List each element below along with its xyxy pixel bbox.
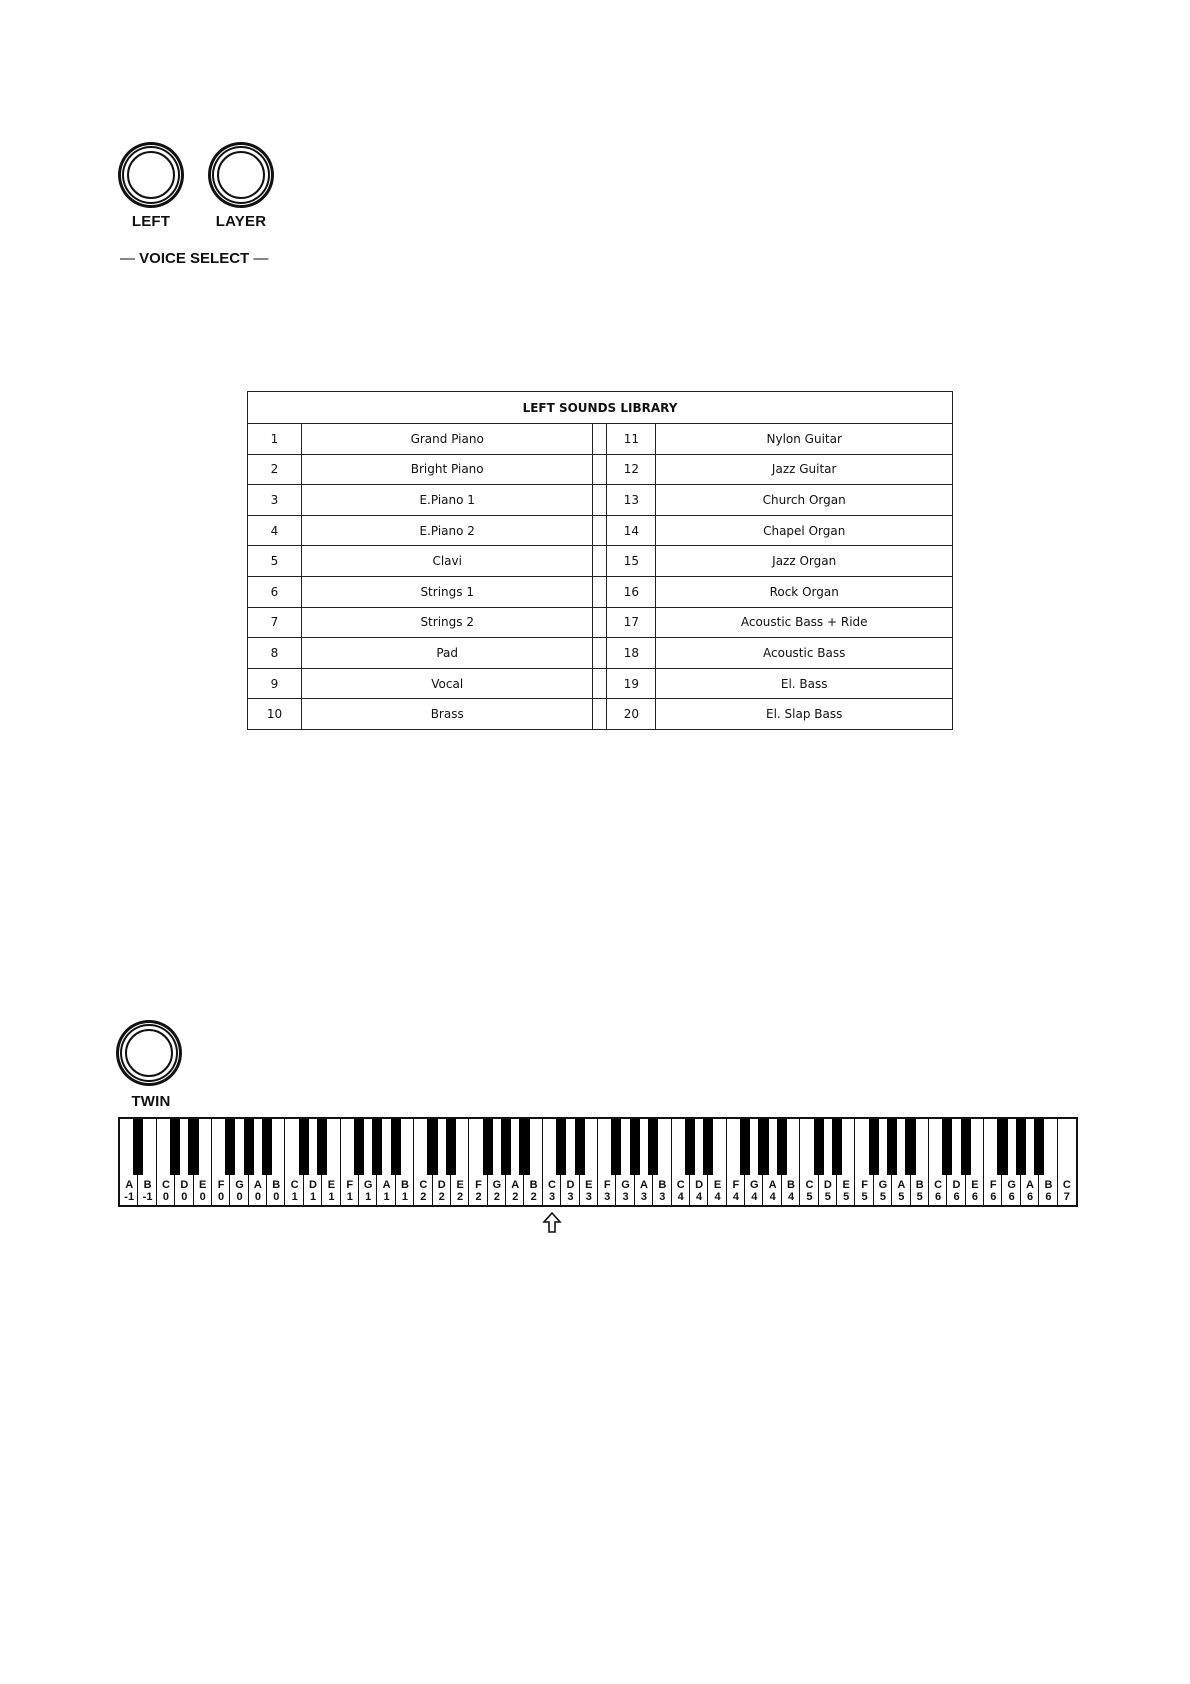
key-label: [286, 1179, 304, 1203]
black-key[interactable]: [188, 1119, 198, 1175]
key-label: [561, 1179, 579, 1203]
voice-name-cell: Rock Organ: [656, 576, 953, 607]
table-row: [248, 638, 953, 669]
key-note: E: [456, 1179, 464, 1191]
key-label: [911, 1179, 929, 1203]
table-row: [248, 546, 953, 577]
key-label: [470, 1179, 488, 1203]
key-octave: 3: [659, 1191, 666, 1203]
key-label: [433, 1179, 451, 1203]
key-label: [304, 1179, 322, 1203]
key-note: D: [180, 1179, 189, 1191]
key-octave: 6: [1026, 1191, 1034, 1203]
key-label: [157, 1179, 175, 1203]
key-note: D: [309, 1179, 317, 1191]
key-note: C: [290, 1179, 299, 1191]
spacer-cell: [593, 515, 607, 546]
black-key[interactable]: [685, 1119, 695, 1175]
key-note: F: [475, 1179, 482, 1191]
key-note: C: [419, 1179, 428, 1191]
voice-name-cell: Bright Piano: [301, 454, 593, 485]
black-key[interactable]: [299, 1119, 309, 1175]
key-label: [120, 1179, 138, 1203]
key-octave: 5: [898, 1191, 905, 1203]
black-key[interactable]: [244, 1119, 254, 1175]
key-label: [139, 1179, 157, 1203]
key-note: F: [217, 1179, 225, 1191]
key-label: [1039, 1179, 1057, 1203]
voice-name-cell: El. Bass: [656, 668, 953, 699]
key-octave: 5: [843, 1191, 850, 1203]
key-note: G: [363, 1179, 373, 1191]
key-octave: 5: [916, 1191, 923, 1203]
twin-label: TWIN: [131, 1093, 171, 1110]
key-label: [175, 1179, 193, 1203]
key-note: D: [566, 1179, 575, 1191]
key-note: G: [621, 1179, 630, 1191]
key-octave: 2: [475, 1191, 482, 1203]
key-note: F: [732, 1179, 740, 1191]
key-note: A: [639, 1179, 648, 1191]
key-note: B: [915, 1179, 924, 1191]
key-note: G: [492, 1179, 502, 1191]
spacer-cell: [593, 699, 607, 730]
black-key[interactable]: [758, 1119, 768, 1175]
spacer-cell: [593, 485, 607, 516]
key-octave: 4: [769, 1191, 776, 1203]
black-key[interactable]: [740, 1119, 750, 1175]
key-octave: 0: [273, 1191, 280, 1203]
key-note: A: [897, 1179, 906, 1191]
key-octave: 1: [401, 1191, 409, 1203]
layer-voice-button[interactable]: [214, 148, 268, 202]
key-label: [598, 1179, 616, 1203]
black-key[interactable]: [832, 1119, 842, 1175]
key-note: B: [658, 1179, 667, 1191]
spacer-cell: [593, 546, 607, 577]
key-note: E: [585, 1179, 593, 1191]
key-octave: 5: [806, 1191, 813, 1203]
key-label: [378, 1179, 396, 1203]
key-label: [212, 1179, 230, 1203]
key-octave: 3: [585, 1191, 592, 1203]
black-key[interactable]: [869, 1119, 879, 1175]
key-note: F: [989, 1179, 997, 1191]
voice-number-cell: 12: [607, 454, 656, 485]
key-octave: 6: [953, 1191, 960, 1203]
black-key[interactable]: [427, 1119, 437, 1175]
key-label: [635, 1179, 653, 1203]
key-octave: 2: [512, 1191, 519, 1203]
key-label: [543, 1179, 561, 1203]
key-label: [819, 1179, 837, 1203]
voice-number-cell: 19: [607, 668, 656, 699]
key-label: [1021, 1179, 1039, 1203]
black-key[interactable]: [354, 1119, 364, 1175]
key-octave: 0: [236, 1191, 243, 1203]
key-note: C: [676, 1179, 685, 1191]
key-octave: 1: [291, 1191, 298, 1203]
layer-voice-label: LAYER: [215, 213, 267, 230]
table-row: [248, 607, 953, 638]
voice-number-cell: 10: [248, 699, 302, 730]
key-label: [837, 1179, 855, 1203]
black-key[interactable]: [501, 1119, 511, 1175]
key-octave: 0: [218, 1191, 225, 1203]
key-octave: 1: [383, 1191, 390, 1203]
key-label: [929, 1179, 947, 1203]
key-note: B: [143, 1179, 152, 1191]
key-octave: 7: [1063, 1191, 1070, 1203]
key-label: [1058, 1179, 1076, 1203]
left-voice-label: LEFT: [131, 213, 171, 230]
black-key[interactable]: [170, 1119, 180, 1175]
voice-name-cell: Grand Piano: [301, 424, 593, 455]
key-note: D: [437, 1179, 446, 1191]
key-octave: -1: [124, 1191, 135, 1203]
voice-name-cell: Brass: [301, 699, 593, 730]
piano-keyboard: [118, 1117, 1078, 1207]
black-key[interactable]: [372, 1119, 382, 1175]
key-octave: 0: [254, 1191, 261, 1203]
key-label: [396, 1179, 414, 1203]
left-sounds-library-table: [247, 391, 953, 730]
voice-name-cell: El. Slap Bass: [656, 699, 953, 730]
key-label: [249, 1179, 267, 1203]
key-octave: 4: [696, 1191, 703, 1203]
black-key[interactable]: [887, 1119, 897, 1175]
spacer-cell: [593, 576, 607, 607]
voice-name-cell: Vocal: [301, 668, 593, 699]
voice-name-cell: Jazz Guitar: [656, 454, 953, 485]
voice-number-cell: 14: [607, 515, 656, 546]
key-octave: 6: [990, 1191, 997, 1203]
key-octave: 6: [1008, 1191, 1015, 1203]
spacer-cell: [593, 454, 607, 485]
key-label: [874, 1179, 892, 1203]
voice-number-cell: 18: [607, 638, 656, 669]
key-octave: 1: [346, 1191, 353, 1203]
twin-button[interactable]: [122, 1026, 176, 1080]
spacer-cell: [593, 668, 607, 699]
voice-number-cell: 15: [607, 546, 656, 577]
black-key[interactable]: [630, 1119, 640, 1175]
table-row: [248, 424, 953, 455]
key-note: E: [713, 1179, 722, 1191]
key-label: [727, 1179, 745, 1203]
voice-name-cell: E.Piano 2: [301, 515, 593, 546]
key-note: F: [603, 1179, 611, 1191]
voice-number-cell: 6: [248, 576, 302, 607]
key-label: [359, 1179, 377, 1203]
black-key[interactable]: [611, 1119, 621, 1175]
black-key[interactable]: [1034, 1119, 1044, 1175]
key-octave: 4: [787, 1191, 795, 1203]
left-voice-button[interactable]: [124, 148, 178, 202]
key-label: [414, 1179, 432, 1203]
spacer-cell: [593, 424, 607, 455]
key-octave: 5: [861, 1191, 868, 1203]
voice-number-cell: 17: [607, 607, 656, 638]
key-label: [782, 1179, 800, 1203]
black-key[interactable]: [483, 1119, 493, 1175]
key-note: G: [235, 1179, 244, 1191]
key-note: G: [749, 1179, 759, 1191]
black-key[interactable]: [1016, 1119, 1026, 1175]
spacer-cell: [593, 607, 607, 638]
key-note: B: [529, 1179, 538, 1191]
key-note: D: [952, 1179, 961, 1191]
black-key[interactable]: [317, 1119, 327, 1175]
voice-name-cell: Strings 1: [301, 576, 593, 607]
voice-name-cell: Pad: [301, 638, 593, 669]
key-note: G: [878, 1179, 888, 1191]
voice-select-caption: — VOICE SELECT —: [120, 250, 269, 267]
voice-number-cell: 1: [248, 424, 302, 455]
key-label: [800, 1179, 818, 1203]
voice-name-cell: E.Piano 1: [301, 485, 593, 516]
key-note: A: [511, 1179, 520, 1191]
key-note: A: [125, 1179, 134, 1191]
key-octave: 1: [328, 1191, 335, 1203]
black-key[interactable]: [648, 1119, 658, 1175]
key-note: G: [1007, 1179, 1016, 1191]
key-octave: 3: [604, 1191, 611, 1203]
voice-number-cell: 4: [248, 515, 302, 546]
key-note: C: [161, 1179, 170, 1191]
key-label: [488, 1179, 506, 1203]
key-octave: 2: [530, 1191, 537, 1203]
key-octave: 5: [824, 1191, 831, 1203]
key-octave: 1: [365, 1191, 372, 1203]
voice-name-cell: Acoustic Bass + Ride: [656, 607, 953, 638]
key-octave: 5: [879, 1191, 887, 1203]
key-note: A: [768, 1179, 777, 1191]
key-note: F: [346, 1179, 354, 1191]
key-label: [194, 1179, 212, 1203]
black-key[interactable]: [133, 1119, 143, 1175]
key-octave: 6: [1045, 1191, 1052, 1203]
key-label: [672, 1179, 690, 1203]
table-row: [248, 576, 953, 607]
key-octave: 4: [677, 1191, 684, 1203]
key-octave: 0: [199, 1191, 206, 1203]
black-key[interactable]: [997, 1119, 1007, 1175]
key-label: [745, 1179, 763, 1203]
voice-number-cell: 3: [248, 485, 302, 516]
key-label: [856, 1179, 874, 1203]
voice-name-cell: Acoustic Bass: [656, 638, 953, 669]
key-octave: 3: [567, 1191, 574, 1203]
black-key[interactable]: [519, 1119, 529, 1175]
black-key[interactable]: [777, 1119, 787, 1175]
key-label: [1003, 1179, 1021, 1203]
voice-number-cell: 8: [248, 638, 302, 669]
key-octave: 2: [457, 1191, 464, 1203]
voice-name-cell: Strings 2: [301, 607, 593, 638]
key-octave: 3: [640, 1191, 648, 1203]
black-key[interactable]: [575, 1119, 585, 1175]
key-label: [525, 1179, 543, 1203]
table-row: [248, 699, 953, 730]
key-octave: 3: [622, 1191, 629, 1203]
black-key[interactable]: [961, 1119, 971, 1175]
voice-number-cell: 20: [607, 699, 656, 730]
voice-number-cell: 13: [607, 485, 656, 516]
key-octave: 0: [181, 1191, 188, 1203]
key-note: E: [842, 1179, 850, 1191]
black-key[interactable]: [556, 1119, 566, 1175]
voice-name-cell: Clavi: [301, 546, 593, 577]
key-octave: 0: [162, 1191, 170, 1203]
black-key[interactable]: [225, 1119, 235, 1175]
table-row: [248, 515, 953, 546]
voice-number-cell: 9: [248, 668, 302, 699]
voice-name-cell: Church Organ: [656, 485, 953, 516]
voice-number-cell: 5: [248, 546, 302, 577]
key-label: [948, 1179, 966, 1203]
key-note: C: [805, 1179, 814, 1191]
key-label: [984, 1179, 1002, 1203]
key-label: [617, 1179, 635, 1203]
key-label: [690, 1179, 708, 1203]
key-note: C: [1062, 1179, 1071, 1191]
key-note: B: [400, 1179, 409, 1191]
key-note: D: [823, 1179, 832, 1191]
key-octave: 6: [935, 1191, 942, 1203]
key-octave: 3: [548, 1191, 556, 1203]
key-label: [506, 1179, 524, 1203]
key-octave: 6: [971, 1191, 978, 1203]
voice-name-cell: Nylon Guitar: [656, 424, 953, 455]
key-note: A: [253, 1179, 262, 1191]
black-key[interactable]: [703, 1119, 713, 1175]
key-label: [322, 1179, 340, 1203]
key-label: [892, 1179, 910, 1203]
key-note: D: [695, 1179, 704, 1191]
key-note: E: [199, 1179, 207, 1191]
table-row: [248, 485, 953, 516]
key-note: B: [1044, 1179, 1053, 1191]
key-octave: 1: [309, 1191, 317, 1203]
key-note: B: [272, 1179, 281, 1191]
key-note: C: [548, 1179, 556, 1191]
key-note: E: [327, 1179, 336, 1191]
voice-number-cell: 7: [248, 607, 302, 638]
table-title: LEFT SOUNDS LIBRARY: [248, 392, 953, 424]
table-row: [248, 668, 953, 699]
voice-name-cell: Chapel Organ: [656, 515, 953, 546]
black-key[interactable]: [942, 1119, 952, 1175]
key-label: [653, 1179, 671, 1203]
key-octave: -1: [142, 1191, 153, 1203]
black-key[interactable]: [391, 1119, 401, 1175]
key-label: [267, 1179, 285, 1203]
black-key[interactable]: [446, 1119, 456, 1175]
key-octave: 2: [438, 1191, 445, 1203]
key-octave: 4: [732, 1191, 739, 1203]
key-octave: 2: [493, 1191, 500, 1203]
key-note: F: [861, 1179, 868, 1191]
spacer-cell: [593, 638, 607, 669]
voice-number-cell: 16: [607, 576, 656, 607]
table-row: [248, 454, 953, 485]
key-label: [966, 1179, 984, 1203]
key-label: [451, 1179, 469, 1203]
key-octave: 4: [714, 1191, 721, 1203]
key-label: [341, 1179, 359, 1203]
key-note: A: [382, 1179, 391, 1191]
key-note: B: [787, 1179, 795, 1191]
key-label: [764, 1179, 782, 1203]
black-key[interactable]: [262, 1119, 272, 1175]
key-label: [580, 1179, 598, 1203]
key-octave: 4: [751, 1191, 758, 1203]
voice-number-cell: 11: [607, 424, 656, 455]
up-arrow-icon: [542, 1212, 562, 1234]
key-label: [709, 1179, 727, 1203]
key-note: E: [971, 1179, 979, 1191]
voice-name-cell: Jazz Organ: [656, 546, 953, 577]
key-note: C: [934, 1179, 943, 1191]
black-key[interactable]: [814, 1119, 824, 1175]
key-octave: 2: [420, 1191, 427, 1203]
key-note: A: [1026, 1179, 1034, 1191]
key-label: [231, 1179, 249, 1203]
voice-number-cell: 2: [248, 454, 302, 485]
black-key[interactable]: [905, 1119, 915, 1175]
